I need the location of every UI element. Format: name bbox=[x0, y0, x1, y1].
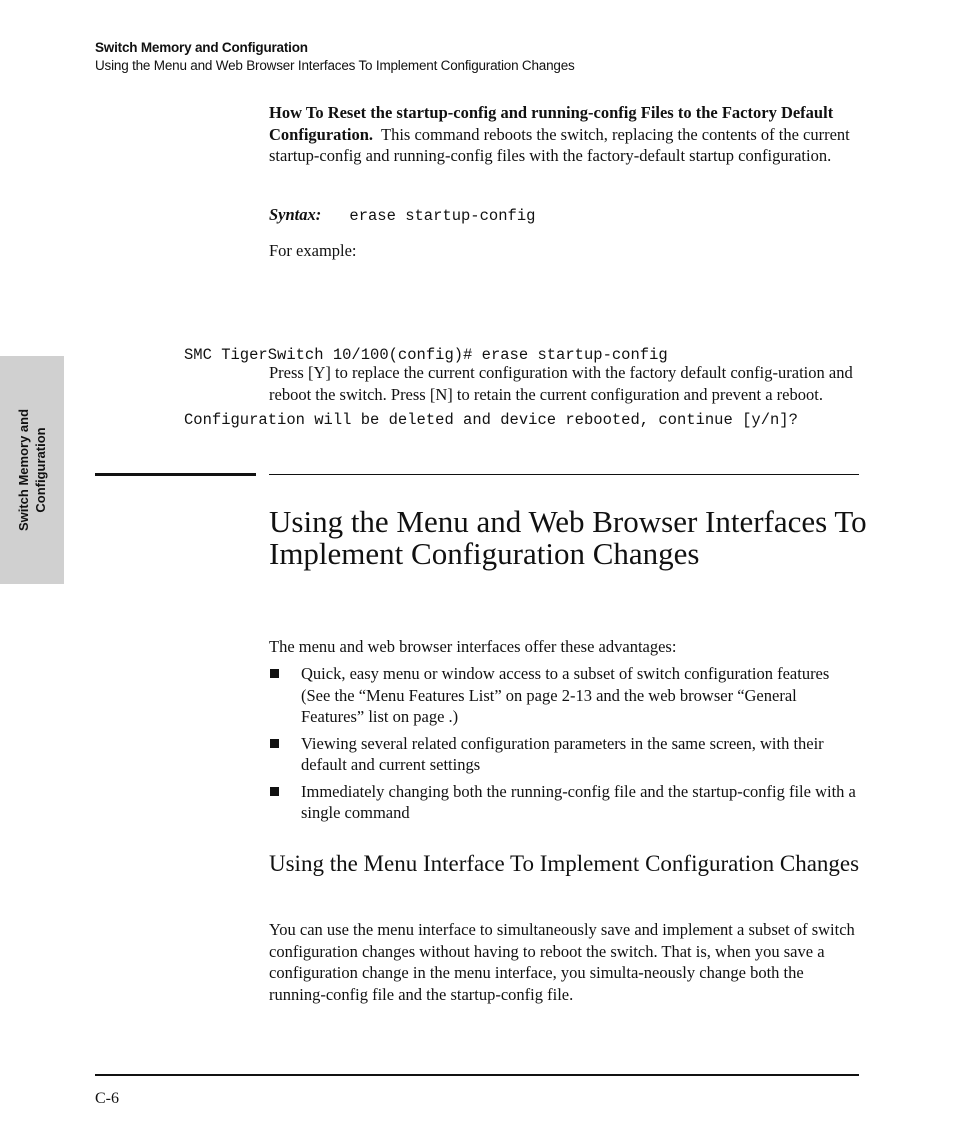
running-header-subtitle: Using the Menu and Web Browser Interfaces To Implement Configuration Changes bbox=[95, 58, 575, 73]
press-instructions: Press [Y] to replace the current configuration with the factory default config-uration and reboot the switch. Press [N] to retain the current configuration and prevent a reboot. bbox=[269, 363, 853, 404]
list-item-text: Quick, easy menu or window access to a subset of switch configuration features (See the “Menu Features List” on page 2-13 and the web browser “General Features” list on page .) bbox=[301, 664, 830, 726]
bullet-square-icon bbox=[270, 669, 279, 678]
advantages-list bbox=[269, 663, 861, 829]
example-intro: For example: bbox=[269, 241, 357, 260]
subsection-heading: Using the Menu Interface To Implement Configuration Changes bbox=[269, 851, 860, 876]
syntax-command: erase startup-config bbox=[349, 207, 536, 225]
side-tab-line2: Configuration bbox=[33, 427, 48, 513]
side-tab-label bbox=[15, 409, 49, 531]
code-line-1: SMC TigerSwitch 10/100(config)# erase startup-config bbox=[184, 346, 668, 364]
list-item bbox=[269, 663, 861, 728]
section-rule-thin bbox=[269, 474, 859, 475]
bullet-square-icon bbox=[270, 787, 279, 796]
reset-intro-paragraph bbox=[269, 102, 861, 167]
menu-interface-paragraph: You can use the menu interface to simultaneously save and implement a subset of switch configuration changes without having to reboot the switch. That is, when you save a configuration change in the menu interface, you simulta-neously change both the running-config file and the startup-config file. bbox=[269, 920, 855, 1004]
syntax-label: Syntax: bbox=[269, 205, 322, 224]
list-item bbox=[269, 733, 861, 776]
running-header-title: Switch Memory and Configuration bbox=[95, 40, 308, 55]
advantages-intro: The menu and web browser interfaces offer these advantages: bbox=[269, 637, 677, 656]
reset-body: This command reboots the switch, replacing the contents of the current startup-config and running-config files with the factory-default startup configuration. bbox=[269, 124, 850, 165]
syntax-line bbox=[269, 204, 861, 228]
side-tab-line1: Switch Memory and bbox=[16, 408, 31, 532]
code-line-2: Configuration will be deleted and device rebooted, continue [y/n]? bbox=[184, 410, 798, 429]
list-item-text: Immediately changing both the running-config file and the startup-config file with a single command bbox=[301, 781, 856, 822]
reset-bold-lead: How To Reset the startup-config and running-config Files to the Factory Default Configuration. bbox=[269, 103, 834, 144]
page-number: C-6 bbox=[95, 1090, 119, 1107]
side-tab bbox=[0, 356, 64, 584]
list-item-text: Viewing several related configuration parameters in the same screen, with their default and current settings bbox=[301, 733, 824, 774]
section-heading: Using the Menu and Web Browser Interfaces To Implement Configuration Changes bbox=[269, 504, 867, 571]
section-rule-thick bbox=[95, 473, 256, 476]
list-item bbox=[269, 781, 861, 824]
footer-rule bbox=[95, 1074, 859, 1076]
bullet-square-icon bbox=[270, 739, 279, 748]
